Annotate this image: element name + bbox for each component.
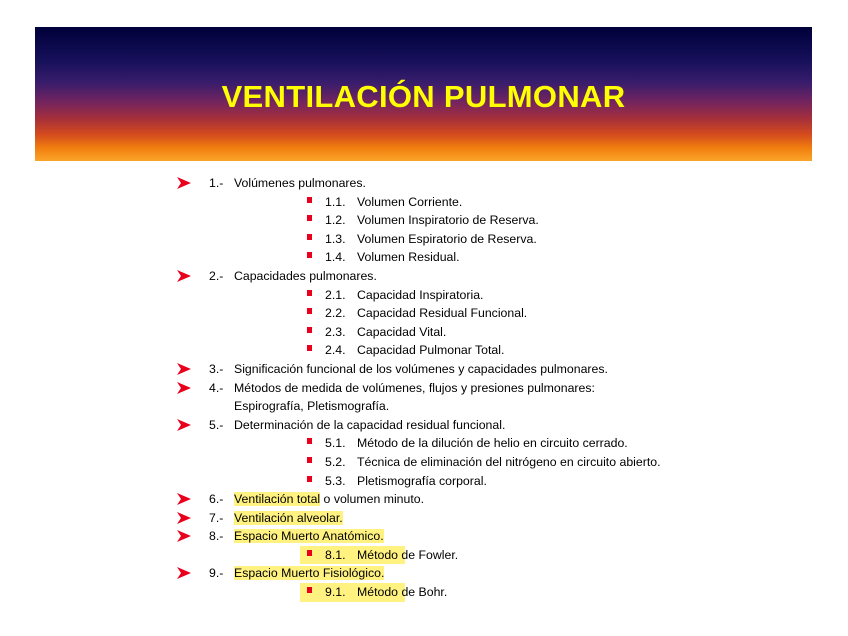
- arrow-bullet-icon: [177, 177, 191, 189]
- slide-title: VENTILACIÓN PULMONAR: [221, 79, 626, 114]
- highlighted-text: Espacio Muerto Fisiológico.: [234, 566, 385, 581]
- subitem-number: 2.1.: [325, 287, 346, 302]
- square-bullet-icon: [307, 587, 312, 593]
- subitem-number: 1.2.: [325, 213, 346, 228]
- square-bullet-icon: [307, 345, 312, 351]
- item-number: 4.-: [209, 380, 224, 395]
- sub-list-item: [0, 453, 848, 472]
- arrow-bullet-icon: [177, 270, 191, 282]
- item-number: 5.-: [209, 417, 224, 432]
- highlighted-text: Ventilación total: [234, 492, 321, 507]
- item-number: 7.-: [209, 510, 224, 525]
- arrow-bullet-icon: [177, 363, 191, 375]
- list-item-continuation: [0, 397, 848, 416]
- item-text-rest: o volumen minuto.: [320, 492, 425, 507]
- highlighted-text: Espacio Muerto Anatómico.: [234, 529, 384, 544]
- subitem-text: Capacidad Inspiratoria.: [357, 287, 484, 302]
- arrow-bullet-icon: [177, 382, 191, 394]
- subitem-number: 5.2.: [325, 454, 346, 469]
- subitem-text: Volumen Inspiratorio de Reserva.: [357, 213, 539, 228]
- square-bullet-icon: [307, 438, 312, 444]
- sub-list-item: [0, 230, 848, 249]
- sub-list-item: [0, 248, 848, 267]
- sub-list-item: [0, 472, 848, 491]
- subitem-number: 2.3.: [325, 324, 346, 339]
- subitem-text: Capacidad Pulmonar Total.: [357, 343, 505, 358]
- square-bullet-icon: [307, 215, 312, 221]
- item-number: 1.-: [209, 176, 224, 190]
- square-bullet-icon: [307, 197, 312, 203]
- item-number: 2.-: [209, 268, 224, 283]
- subitem-text: Capacidad Residual Funcional.: [357, 306, 528, 321]
- square-bullet-icon: [307, 308, 312, 314]
- list-item: [0, 379, 848, 398]
- item-text: [234, 490, 424, 509]
- subitem-text: Capacidad Vital.: [357, 324, 447, 339]
- list-item: [0, 360, 848, 379]
- subitem-text: Método de la dilución de helio en circuito cerrado.: [357, 436, 628, 451]
- subitem-number: 1.3.: [325, 231, 346, 246]
- square-bullet-icon: [307, 327, 312, 333]
- sub-list-item: [0, 304, 848, 323]
- subitem-text: Volumen Espiratorio de Reserva.: [357, 231, 537, 246]
- title-banner: [35, 27, 812, 161]
- item-text: Volúmenes pulmonares.: [234, 176, 366, 190]
- subitem-number: 5.3.: [325, 473, 346, 488]
- list-item: [0, 174, 848, 193]
- square-bullet-icon: [307, 290, 312, 296]
- subitem-number: 2.2.: [325, 306, 346, 321]
- square-bullet-icon: [307, 550, 312, 556]
- subitem-text: Pletismografía corporal.: [357, 473, 487, 488]
- sub-list-item: [0, 286, 848, 305]
- subitem-number: 1.4.: [325, 250, 346, 265]
- item-text: Determinación de la capacidad residual funcional.: [234, 417, 506, 432]
- item-number: 8.-: [209, 529, 224, 544]
- subitem-text: Volumen Corriente.: [357, 194, 463, 209]
- subitem-number: 1.1.: [325, 194, 346, 209]
- arrow-bullet-icon: [177, 530, 191, 542]
- list-item: [0, 416, 848, 435]
- arrow-bullet-icon: [177, 567, 191, 579]
- item-text: Métodos de medida de volúmenes, flujos y presiones pulmonares:: [234, 380, 595, 395]
- subitem-text: Técnica de eliminación del nitrógeno en circuito abierto.: [357, 454, 661, 469]
- arrow-bullet-icon: [177, 512, 191, 524]
- arrow-bullet-icon: [177, 419, 191, 431]
- subitem-number: 2.4.: [325, 343, 346, 358]
- item-number: 6.-: [209, 492, 224, 507]
- sub-list-item: [0, 323, 848, 342]
- sub-list-item: [0, 583, 848, 602]
- item-text: Capacidades pulmonares.: [234, 268, 377, 283]
- list-item: [0, 267, 848, 286]
- list-item: [0, 527, 848, 546]
- list-item: [0, 509, 848, 528]
- outline-list: [0, 174, 848, 602]
- highlighted-text: Método d: [357, 547, 409, 562]
- subitem-text-rest: e Fowler.: [408, 547, 459, 562]
- sub-list-item: [0, 211, 848, 230]
- highlighted-text: Ventilación alveolar.: [234, 510, 343, 525]
- item-number: 9.-: [209, 566, 224, 581]
- item-text: [234, 564, 384, 583]
- square-bullet-icon: [307, 457, 312, 463]
- square-bullet-icon: [307, 252, 312, 258]
- highlighted-text: Método: [357, 585, 399, 600]
- square-bullet-icon: [307, 476, 312, 482]
- sub-list-item: [0, 434, 848, 453]
- subitem-text-rest: de Bohr.: [398, 585, 448, 600]
- subitem-number: 5.1.: [325, 436, 346, 451]
- subitem-text: [357, 546, 458, 565]
- subitem-text: Volumen Residual.: [357, 250, 460, 265]
- sub-list-item: [0, 193, 848, 212]
- item-text-continuation: Espirografía, Pletismografía.: [234, 399, 390, 414]
- subitem-number: 8.1.: [325, 547, 346, 562]
- item-text: Significación funcional de los volúmenes y capacidades pulmonares.: [234, 361, 608, 376]
- subitem-text: [357, 583, 447, 602]
- sub-list-item: [0, 546, 848, 565]
- item-number: 3.-: [209, 361, 224, 376]
- square-bullet-icon: [307, 234, 312, 240]
- item-text: [234, 509, 343, 528]
- list-item: [0, 490, 848, 509]
- arrow-bullet-icon: [177, 493, 191, 505]
- item-text: [234, 527, 384, 546]
- list-item: [0, 564, 848, 583]
- sub-list-item: [0, 341, 848, 360]
- subitem-number: 9.1.: [325, 585, 346, 600]
